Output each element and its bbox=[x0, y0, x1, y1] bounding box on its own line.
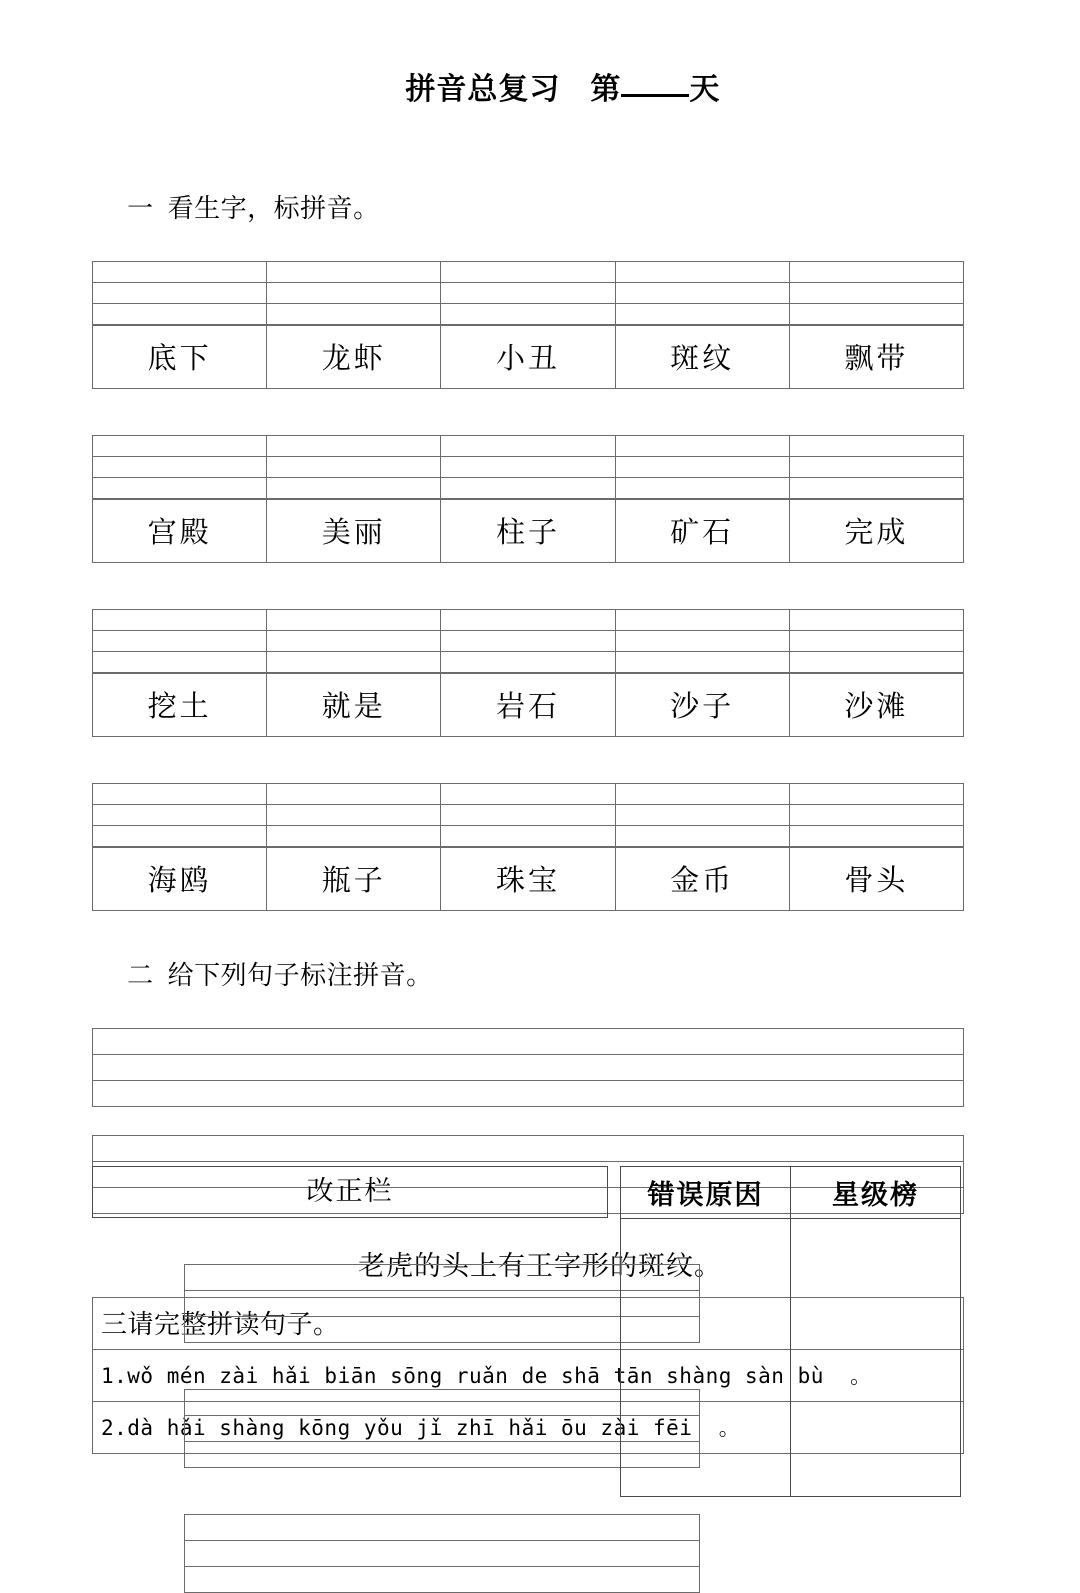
writing-line-cell[interactable] bbox=[93, 1055, 964, 1081]
pinyin-cell[interactable] bbox=[615, 478, 789, 499]
writing-line[interactable] bbox=[185, 1541, 700, 1567]
word-cell: 美丽 bbox=[267, 499, 441, 563]
pinyin-cell[interactable] bbox=[615, 784, 789, 805]
title-blank-line bbox=[621, 77, 689, 97]
example-sentence: 老虎的头上有王字形的斑纹。 bbox=[358, 1251, 722, 1282]
section-three-number: 三 bbox=[101, 1310, 128, 1340]
section-two-label: 给下列句子标注拼音。 bbox=[167, 961, 433, 991]
pinyin-cell[interactable] bbox=[615, 652, 789, 673]
word-row bbox=[93, 325, 964, 389]
pinyin-cell[interactable] bbox=[789, 826, 963, 847]
pinyin-cell[interactable] bbox=[267, 631, 441, 652]
spacer bbox=[92, 1343, 608, 1389]
word-cell: 龙虾 bbox=[267, 325, 441, 389]
word-cell: 矿石 bbox=[615, 499, 789, 563]
writing-line[interactable] bbox=[93, 1029, 964, 1055]
word-cell: 飘带 bbox=[789, 325, 963, 389]
pinyin-writing-line[interactable] bbox=[93, 631, 964, 652]
pinyin-cell[interactable] bbox=[93, 478, 267, 499]
error-reason-title: 错误原因 bbox=[621, 1167, 791, 1219]
pinyin-cell[interactable] bbox=[441, 262, 615, 283]
pinyin-cell[interactable] bbox=[93, 304, 267, 325]
title-day-prefix: 第 bbox=[590, 72, 622, 107]
pinyin-cell[interactable] bbox=[789, 805, 963, 826]
pinyin-writing-line[interactable] bbox=[93, 457, 964, 478]
sentence-writing-block-1[interactable] bbox=[92, 1028, 964, 1107]
writing-line-cell[interactable] bbox=[93, 1136, 964, 1162]
word-cell: 就是 bbox=[267, 673, 441, 737]
word-table-2 bbox=[92, 435, 964, 563]
word-cell: 金币 bbox=[615, 847, 789, 911]
pinyin-writing-line[interactable] bbox=[93, 826, 964, 847]
writing-line-cell[interactable] bbox=[185, 1541, 700, 1567]
pinyin-cell[interactable] bbox=[441, 478, 615, 499]
writing-line-cell[interactable] bbox=[185, 1567, 700, 1593]
pinyin-cell[interactable] bbox=[615, 262, 789, 283]
word-row bbox=[93, 847, 964, 911]
pinyin-cell[interactable] bbox=[789, 652, 963, 673]
pinyin-writing-line[interactable] bbox=[93, 805, 964, 826]
pinyin-cell[interactable] bbox=[267, 478, 441, 499]
pinyin-cell[interactable] bbox=[441, 457, 615, 478]
pinyin-cell[interactable] bbox=[789, 283, 963, 304]
correction-column bbox=[92, 1166, 608, 1593]
pinyin-cell[interactable] bbox=[267, 652, 441, 673]
pinyin-cell[interactable] bbox=[267, 262, 441, 283]
pinyin-cell[interactable] bbox=[93, 457, 267, 478]
pinyin-cell[interactable] bbox=[267, 304, 441, 325]
spacer bbox=[0, 563, 1080, 609]
error-reason-cell[interactable] bbox=[621, 1219, 791, 1497]
correction-writing-block-3[interactable] bbox=[184, 1514, 700, 1593]
word-cell: 沙滩 bbox=[789, 673, 963, 737]
writing-line[interactable] bbox=[93, 1136, 964, 1162]
word-cell: 瓶子 bbox=[267, 847, 441, 911]
word-cell: 挖土 bbox=[93, 673, 267, 737]
section-three-label: 请完整拼读句子。 bbox=[127, 1310, 340, 1340]
pinyin-writing-line[interactable] bbox=[93, 304, 964, 325]
spacer bbox=[92, 1468, 608, 1514]
pinyin-cell[interactable] bbox=[789, 457, 963, 478]
pinyin-writing-line[interactable] bbox=[93, 610, 964, 631]
pinyin-cell[interactable] bbox=[93, 610, 267, 631]
spacer bbox=[0, 389, 1080, 435]
word-cell: 沙子 bbox=[615, 673, 789, 737]
writing-line-cell[interactable] bbox=[93, 1029, 964, 1055]
pinyin-cell[interactable] bbox=[789, 610, 963, 631]
writing-line[interactable] bbox=[93, 1055, 964, 1081]
section-two-number: 二 bbox=[127, 961, 154, 991]
word-cell: 宫殿 bbox=[93, 499, 267, 563]
pinyin-cell[interactable] bbox=[789, 631, 963, 652]
pinyin-cell[interactable] bbox=[615, 631, 789, 652]
pinyin-cell[interactable] bbox=[93, 436, 267, 457]
section-one-number: 一 bbox=[127, 194, 154, 224]
pinyin-sentence-1: 1.wǒ mén zài hǎi biān sōng ruǎn de shā tān shàng sàn bù 。 bbox=[93, 1350, 964, 1402]
pinyin-cell[interactable] bbox=[93, 805, 267, 826]
pinyin-cell[interactable] bbox=[93, 784, 267, 805]
pinyin-cell[interactable] bbox=[441, 283, 615, 304]
word-table-3 bbox=[92, 609, 964, 737]
pinyin-cell[interactable] bbox=[267, 826, 441, 847]
spacer bbox=[0, 1107, 1080, 1135]
pinyin-cell[interactable] bbox=[267, 283, 441, 304]
word-cell: 岩石 bbox=[441, 673, 615, 737]
pinyin-cell[interactable] bbox=[267, 784, 441, 805]
score-body-row bbox=[621, 1219, 961, 1497]
pinyin-cell[interactable] bbox=[441, 805, 615, 826]
word-cell: 完成 bbox=[789, 499, 963, 563]
score-header-row bbox=[621, 1167, 961, 1219]
pinyin-writing-line[interactable] bbox=[93, 652, 964, 673]
score-column bbox=[620, 1166, 961, 1497]
pinyin-cell[interactable] bbox=[93, 262, 267, 283]
pinyin-cell[interactable] bbox=[615, 805, 789, 826]
word-table-4 bbox=[92, 783, 964, 911]
pinyin-cell[interactable] bbox=[93, 826, 267, 847]
pinyin-sentence-2: 2.dà hǎi shàng kōng yǒu jǐ zhī hǎi ōu zài fēi 。 bbox=[93, 1402, 964, 1454]
word-cell: 骨头 bbox=[789, 847, 963, 911]
pinyin-cell[interactable] bbox=[615, 283, 789, 304]
spacer bbox=[0, 737, 1080, 783]
pinyin-cell[interactable] bbox=[615, 304, 789, 325]
section-one-heading bbox=[0, 158, 1080, 255]
word-cell: 小丑 bbox=[441, 325, 615, 389]
pinyin-writing-line[interactable] bbox=[93, 283, 964, 304]
word-table-1 bbox=[92, 261, 964, 389]
writing-line[interactable] bbox=[93, 1081, 964, 1107]
pinyin-cell[interactable] bbox=[441, 436, 615, 457]
writing-line-cell[interactable] bbox=[93, 1081, 964, 1107]
score-table bbox=[620, 1166, 961, 1497]
word-cell: 底下 bbox=[93, 325, 267, 389]
title-day-suffix: 天 bbox=[689, 72, 721, 107]
pinyin-cell[interactable] bbox=[789, 436, 963, 457]
section-one-label: 看生字，标拼音。 bbox=[167, 194, 380, 224]
star-rank-cell[interactable] bbox=[791, 1219, 961, 1497]
star-rank-title: 星级榜 bbox=[791, 1167, 961, 1219]
word-row bbox=[93, 673, 964, 737]
pinyin-writing-line[interactable] bbox=[93, 478, 964, 499]
section-two-heading bbox=[0, 925, 1080, 1022]
pinyin-writing-line[interactable] bbox=[93, 262, 964, 283]
pinyin-cell[interactable] bbox=[267, 457, 441, 478]
pinyin-cell[interactable] bbox=[441, 652, 615, 673]
pinyin-cell[interactable] bbox=[615, 610, 789, 631]
pinyin-cell[interactable] bbox=[789, 262, 963, 283]
pinyin-cell[interactable] bbox=[93, 652, 267, 673]
pinyin-cell[interactable] bbox=[615, 457, 789, 478]
pinyin-cell[interactable] bbox=[441, 826, 615, 847]
page-title bbox=[0, 0, 1080, 144]
pinyin-cell[interactable] bbox=[615, 826, 789, 847]
pinyin-cell[interactable] bbox=[615, 436, 789, 457]
word-cell: 斑纹 bbox=[615, 325, 789, 389]
title-main: 拼音总复习 bbox=[405, 72, 561, 107]
pinyin-cell[interactable] bbox=[267, 805, 441, 826]
pinyin-cell[interactable] bbox=[93, 283, 267, 304]
pinyin-cell[interactable] bbox=[93, 631, 267, 652]
pinyin-cell[interactable] bbox=[441, 631, 615, 652]
pinyin-cell[interactable] bbox=[267, 610, 441, 631]
word-cell: 海鸥 bbox=[93, 847, 267, 911]
pinyin-cell[interactable] bbox=[441, 304, 615, 325]
pinyin-writing-line[interactable] bbox=[93, 436, 964, 457]
pinyin-cell[interactable] bbox=[789, 304, 963, 325]
pinyin-cell[interactable] bbox=[441, 784, 615, 805]
spacer bbox=[92, 1218, 608, 1264]
pinyin-cell[interactable] bbox=[441, 610, 615, 631]
pinyin-writing-line[interactable] bbox=[93, 784, 964, 805]
word-cell: 珠宝 bbox=[441, 847, 615, 911]
pinyin-cell[interactable] bbox=[789, 784, 963, 805]
pinyin-cell[interactable] bbox=[789, 478, 963, 499]
word-cell: 柱子 bbox=[441, 499, 615, 563]
word-row bbox=[93, 499, 964, 563]
writing-line[interactable] bbox=[185, 1567, 700, 1593]
pinyin-cell[interactable] bbox=[267, 436, 441, 457]
correction-title: 改正栏 bbox=[92, 1166, 608, 1218]
bottom-area bbox=[0, 1166, 1080, 1593]
